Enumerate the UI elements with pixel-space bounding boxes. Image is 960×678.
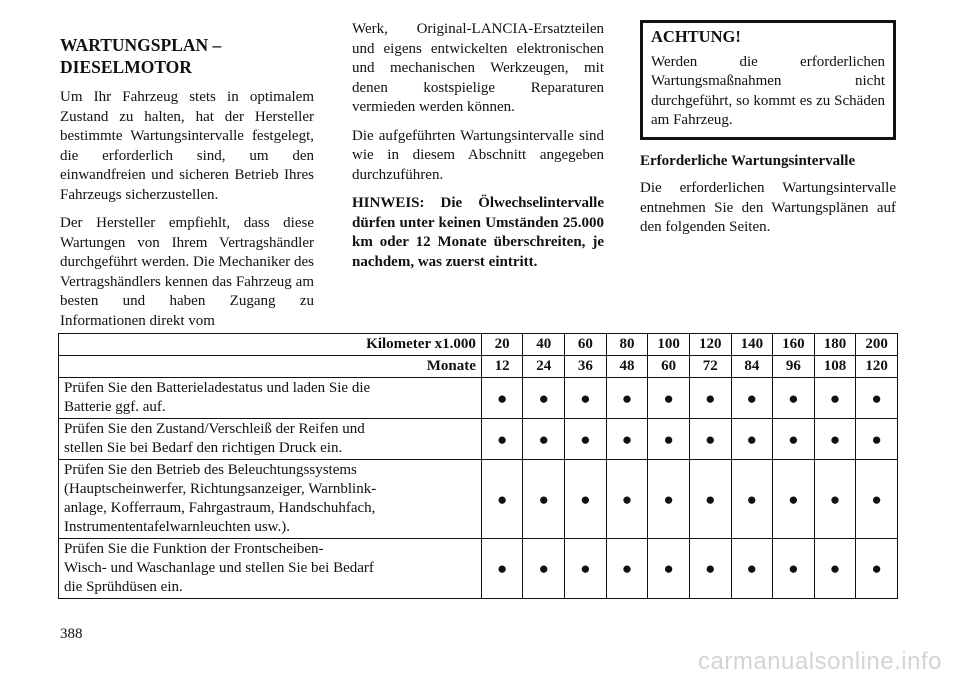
service-required-dot: ● xyxy=(731,539,773,599)
kilometer-value: 200 xyxy=(856,334,898,356)
maintenance-task-row xyxy=(59,539,898,599)
service-required-dot: ● xyxy=(523,419,565,460)
intervals-reference-paragraph: Die erforderlichen Wartungsintervalle entnehmen Sie den Wartungsplänen auf den folgenden Seiten. xyxy=(640,180,896,235)
kilometer-value: 140 xyxy=(731,334,773,356)
task-description xyxy=(59,419,482,460)
service-required-dot: ● xyxy=(565,539,607,599)
task-description-line: Prüfen Sie den Betrieb des Beleuchtungssystems xyxy=(64,462,357,478)
service-required-dot: ● xyxy=(648,378,690,419)
column-left xyxy=(60,34,314,340)
warning-text: Werden die erforderlichen Wartungsmaßnahmen nicht durchgeführt, so kommt es zu Schäden am Fahrzeug. xyxy=(651,53,885,128)
kilometer-header-row xyxy=(59,334,898,356)
service-required-dot: ● xyxy=(481,460,523,539)
section-subheading: Erforderliche Wartungsintervalle xyxy=(640,152,856,169)
continued-paragraph: Werk, Original-LANCIA-Ersatzteilen und eigens entwickelten elektronischen und mechanischen Werkzeugen, mit denen kostspielige Reparaturen vermieden werden können. xyxy=(352,21,604,115)
maintenance-task-row xyxy=(59,460,898,539)
task-description-line: Prüfen Sie den Batterieladestatus und laden Sie die xyxy=(64,380,371,396)
kilometer-value: 40 xyxy=(523,334,565,356)
service-required-dot: ● xyxy=(565,419,607,460)
task-description xyxy=(59,539,482,599)
oil-change-note: HINWEIS: Die Ölwechselintervalle dürfen unter keinen Umständen 25.000 km oder 12 Monate überschreiten, je nachdem, was zuerst eintritt. xyxy=(352,195,604,270)
months-header-row xyxy=(59,356,898,378)
service-required-dot: ● xyxy=(773,539,815,599)
service-required-dot: ● xyxy=(606,419,648,460)
service-required-dot: ● xyxy=(606,378,648,419)
heading-line-1: WARTUNGSPLAN – xyxy=(60,35,222,55)
page-number: 388 xyxy=(60,626,83,642)
intervals-paragraph: Die aufgeführten Wartungsintervalle sind wie in diesem Abschnitt angegeben durchzuführen. xyxy=(352,127,604,183)
kilometer-value: 120 xyxy=(689,334,731,356)
months-value: 120 xyxy=(856,356,898,378)
service-required-dot: ● xyxy=(523,460,565,539)
service-required-dot: ● xyxy=(731,378,773,419)
task-description-line: Batterie ggf. auf. xyxy=(64,399,166,415)
months-value: 72 xyxy=(689,356,731,378)
months-value: 48 xyxy=(606,356,648,378)
service-required-dot: ● xyxy=(731,419,773,460)
service-required-dot: ● xyxy=(689,539,731,599)
kilometer-label: Kilometer x1.000 xyxy=(59,334,482,356)
months-value: 96 xyxy=(773,356,815,378)
dealer-paragraph: Der Hersteller empfiehlt, dass diese Wartungen von Ihrem Vertragshändler durchgeführt werden. Die Mechaniker des Vertragshändlers kennen das Fahrzeug am besten und haben Zugang zu Informationen direkt vom xyxy=(60,215,314,329)
task-description-line: Instrumententafelwarnleuchten usw.). xyxy=(64,519,291,535)
kilometer-value: 160 xyxy=(773,334,815,356)
page-heading xyxy=(60,34,314,78)
service-required-dot: ● xyxy=(606,539,648,599)
service-required-dot: ● xyxy=(689,378,731,419)
months-value: 108 xyxy=(814,356,856,378)
service-required-dot: ● xyxy=(689,419,731,460)
service-required-dot: ● xyxy=(648,460,690,539)
service-required-dot: ● xyxy=(648,539,690,599)
service-required-dot: ● xyxy=(481,419,523,460)
watermark: carmanualsonline.info xyxy=(698,648,942,675)
service-required-dot: ● xyxy=(606,460,648,539)
service-required-dot: ● xyxy=(523,539,565,599)
task-description-line: Prüfen Sie den Zustand/Verschleiß der Reifen und xyxy=(64,421,365,437)
service-required-dot: ● xyxy=(773,419,815,460)
kilometer-value: 80 xyxy=(606,334,648,356)
task-description-line: anlage, Kofferraum, Fahrgastraum, Handschuhfach, xyxy=(64,500,376,516)
intro-paragraph: Um Ihr Fahrzeug stets in optimalem Zustand zu halten, hat der Hersteller bestimmte Wartungsintervalle festgelegt, die erforderlich sind, um den einwandfreien und sicheren Betrieb Ihres Fahrzeugs sicherzustellen. xyxy=(60,89,314,203)
service-required-dot: ● xyxy=(814,378,856,419)
task-description-line: die Sprühdüsen ein. xyxy=(64,579,183,595)
maintenance-schedule-table xyxy=(58,333,898,599)
service-required-dot: ● xyxy=(523,378,565,419)
months-value: 24 xyxy=(523,356,565,378)
months-value: 12 xyxy=(481,356,523,378)
task-description xyxy=(59,378,482,419)
task-description-line: Wisch- und Waschanlage und stellen Sie bei Bedarf xyxy=(64,560,374,576)
maintenance-task-row xyxy=(59,419,898,460)
service-required-dot: ● xyxy=(856,419,898,460)
service-required-dot: ● xyxy=(773,460,815,539)
service-required-dot: ● xyxy=(731,460,773,539)
service-required-dot: ● xyxy=(856,539,898,599)
kilometer-value: 100 xyxy=(648,334,690,356)
warning-title: ACHTUNG! xyxy=(651,27,741,46)
service-required-dot: ● xyxy=(856,378,898,419)
service-required-dot: ● xyxy=(856,460,898,539)
service-required-dot: ● xyxy=(814,460,856,539)
service-required-dot: ● xyxy=(814,539,856,599)
service-required-dot: ● xyxy=(481,378,523,419)
months-value: 60 xyxy=(648,356,690,378)
service-required-dot: ● xyxy=(648,419,690,460)
task-description-line: stellen Sie bei Bedarf den richtigen Druck ein. xyxy=(64,440,343,456)
service-required-dot: ● xyxy=(689,460,731,539)
months-value: 36 xyxy=(565,356,607,378)
service-required-dot: ● xyxy=(565,378,607,419)
months-label: Monate xyxy=(59,356,482,378)
maintenance-task-row xyxy=(59,378,898,419)
column-right xyxy=(640,20,896,247)
heading-line-2: DIESELMOTOR xyxy=(60,57,192,77)
kilometer-value: 20 xyxy=(481,334,523,356)
kilometer-value: 60 xyxy=(565,334,607,356)
task-description-line: (Hauptscheinwerfer, Richtungsanzeiger, Warnblink- xyxy=(64,481,377,497)
kilometer-value: 180 xyxy=(814,334,856,356)
column-middle xyxy=(352,20,604,281)
service-required-dot: ● xyxy=(814,419,856,460)
service-required-dot: ● xyxy=(481,539,523,599)
task-description-line: Prüfen Sie die Funktion der Frontscheiben- xyxy=(64,541,324,557)
service-required-dot: ● xyxy=(773,378,815,419)
task-description xyxy=(59,460,482,539)
service-required-dot: ● xyxy=(565,460,607,539)
warning-box xyxy=(640,20,896,140)
months-value: 84 xyxy=(731,356,773,378)
